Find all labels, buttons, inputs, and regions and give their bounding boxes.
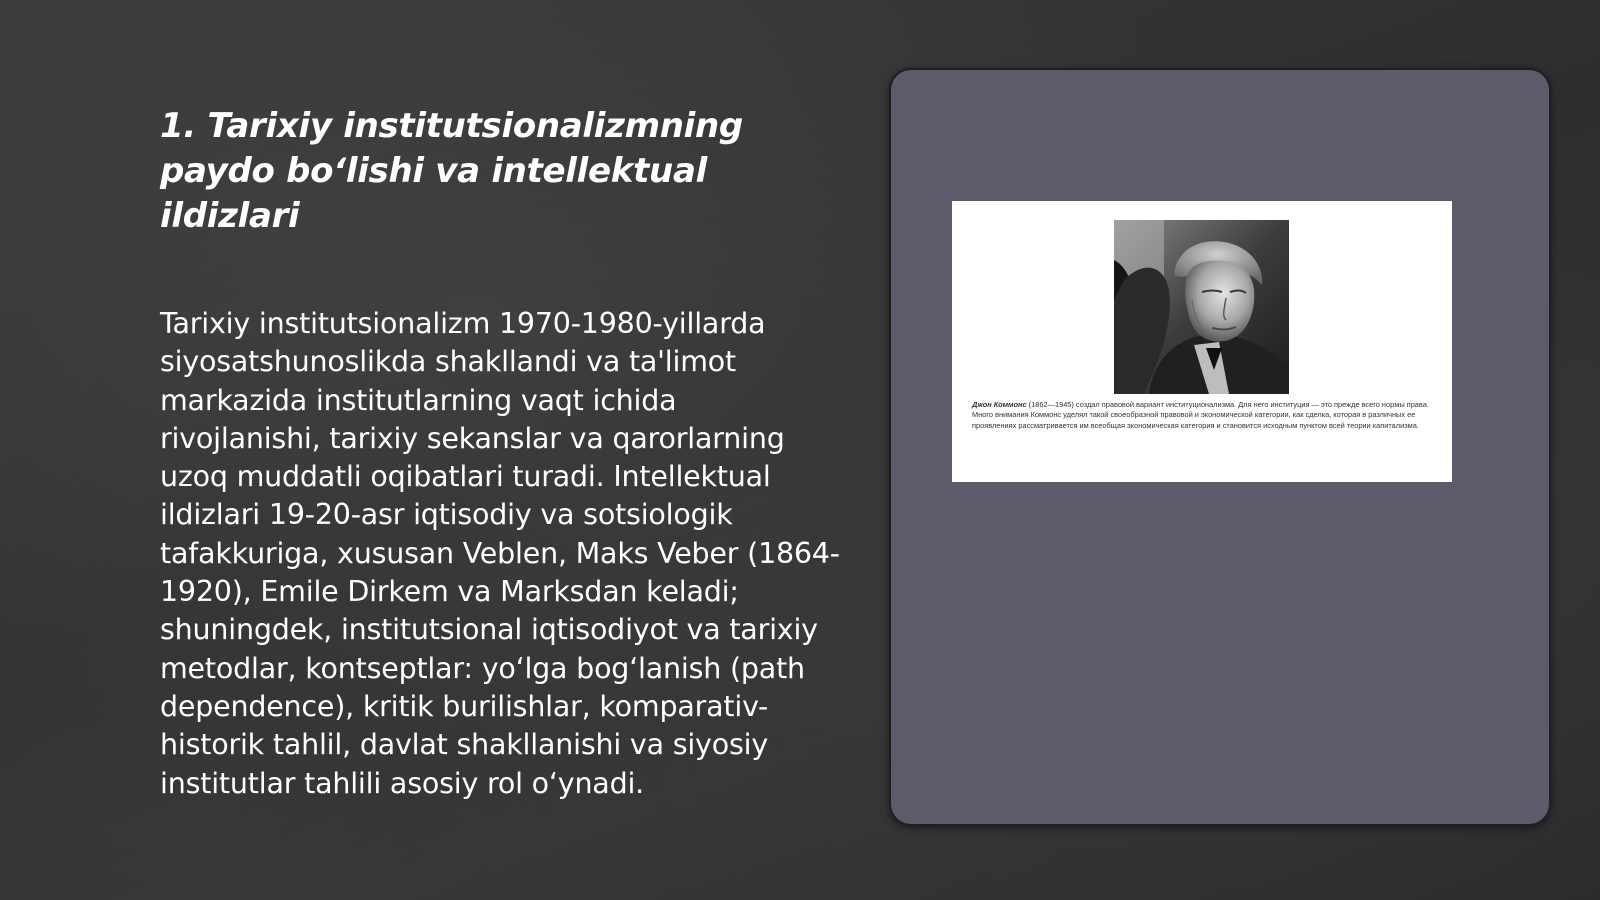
image-panel <box>889 68 1551 826</box>
slide-body-text: Tarixiy institutsionalizm 1970-1980-yillarda siyosatshunoslikda shakllandi va ta'limot markazida institutlarning vaqt ichida rivojlanishi, tarixiy sekanslar va qarorlarning uzoq muddatli oqibatlari turadi. Intellektual ildizlari 19-20-asr iqtisodiy va sotsiologik tafakkuriga, xususan Veblen, Maks Veber (1864-1920), Emile Dirkem va Marksdan keladi; shuningdek, institutsional iqtisodiyot va tarixiy metodlar, kontseptlar: yo‘lga bog‘lanish (path dependence), kritik burilishlar, komparativ-historik tahlil, davlat shakllanishi va siyosiy institutlar tahlili asosiy rol o‘ynadi. <box>160 307 840 800</box>
figure-card <box>952 201 1452 482</box>
figure-caption <box>972 400 1432 431</box>
caption-text: (1862—1945) создал правовой вариант институционализма. Для него институция — это прежде всего нормы права. Много внимания Коммонс уделял такой своеобразной правовой и экономической категории, как сделка, которая в различных ее проявлениях рассматривается им всеобщая экономическая категория и становится исходным пунктом всей теории капитализма. <box>972 400 1429 430</box>
caption-name: Джон Коммонс <box>972 400 1027 409</box>
slide-title: 1. Tarixiy institutsionalizmning paydo bo‘lishi va intellektual ildizlari <box>160 106 743 236</box>
portrait-photo-icon <box>1114 220 1289 394</box>
